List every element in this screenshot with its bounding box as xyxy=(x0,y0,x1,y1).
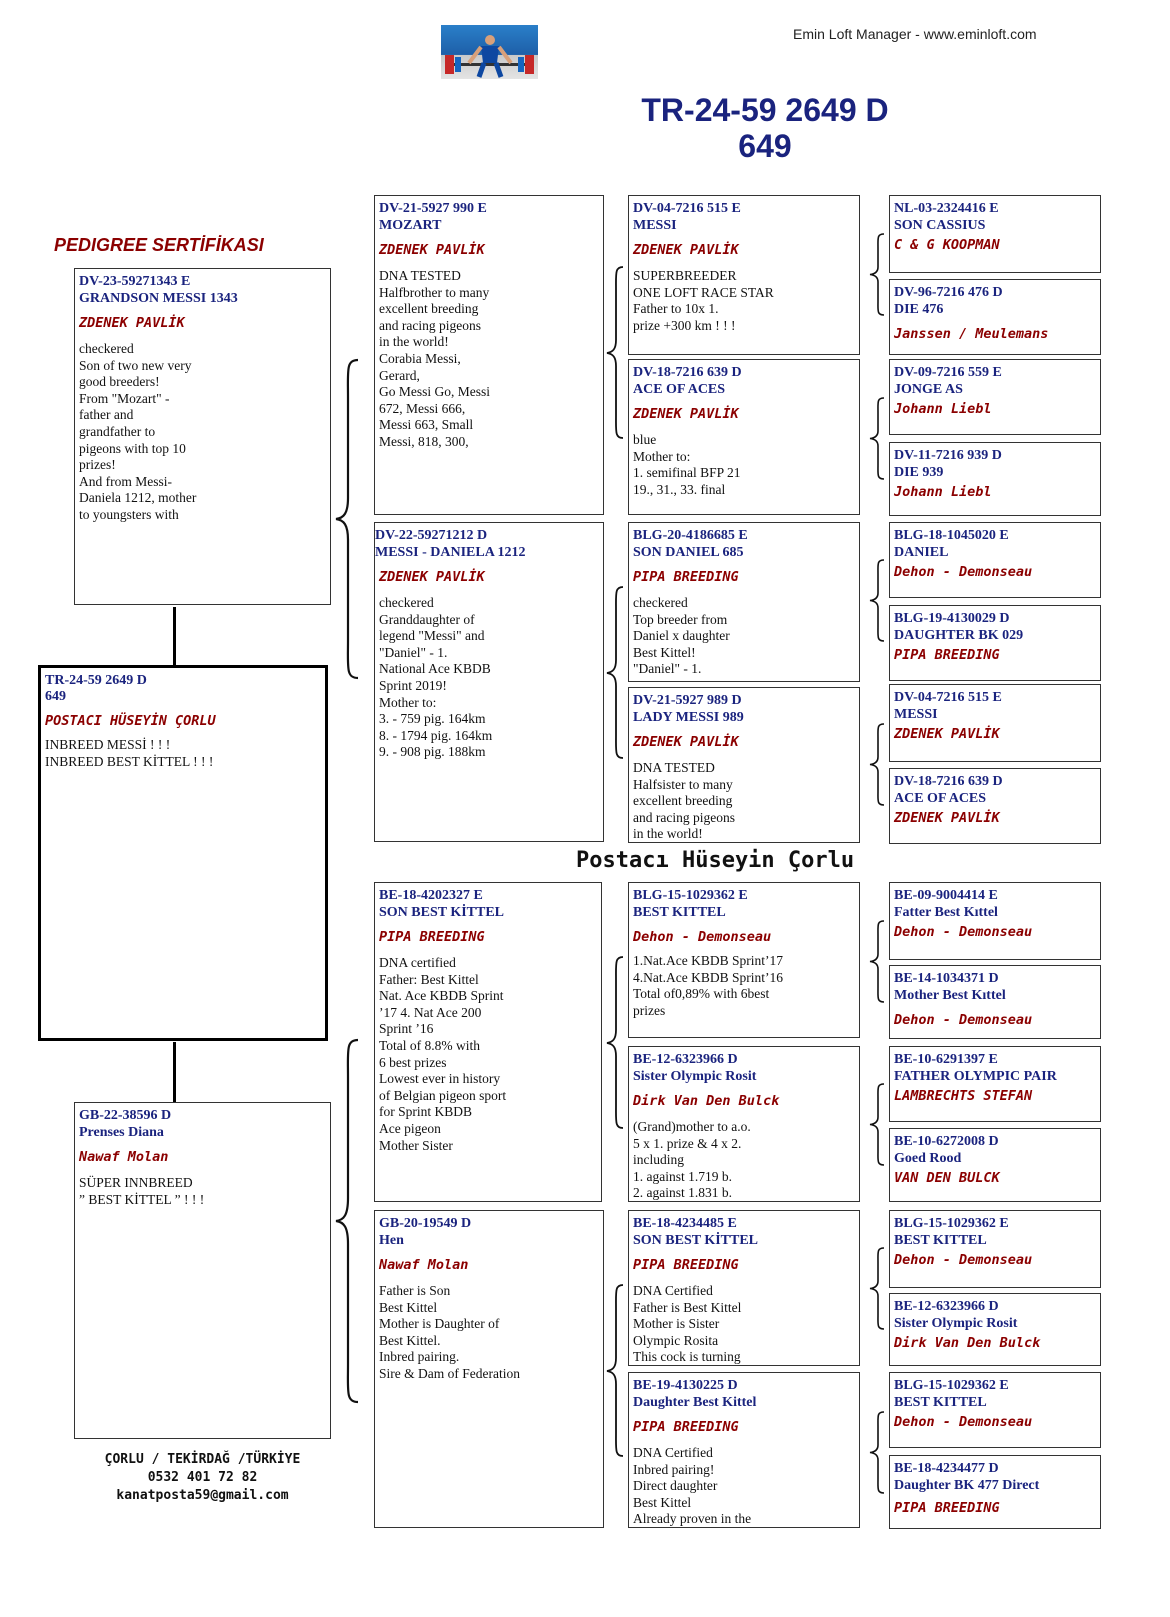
pigeon-name: JONGE AS xyxy=(894,382,963,397)
g4-card-4 xyxy=(889,442,1101,516)
pigeon-name: Mother Best Kıttel xyxy=(894,988,1006,1003)
ring-number: BE-12-6323966 D xyxy=(633,1052,738,1067)
brace-connector xyxy=(868,558,888,643)
g4-card-8 xyxy=(889,768,1101,844)
pigeon-name: MESSI - DANIELA 1212 xyxy=(375,545,526,560)
pigeon-name: DIE 939 xyxy=(894,465,944,480)
g4-card-11 xyxy=(889,1046,1101,1122)
pigeon-name: BEST KITTEL xyxy=(894,1233,987,1248)
ring-number: BLG-15-1029362 E xyxy=(894,1378,1009,1393)
pigeon-description: (Grand)mother to a.o. 5 x 1. prize & 4 x 2. including 1. against 1.719 b. 2. against 1.831 b. xyxy=(633,1119,751,1201)
pigeon-name: SON BEST KİTTEL xyxy=(379,905,505,920)
dam-card xyxy=(74,1102,331,1439)
g2-card-2 xyxy=(374,522,604,842)
pigeon-description: Father is Son Best Kittel Mother is Daughter of Best Kittel. Inbred pairing. Sire & Dam of Federation xyxy=(379,1283,520,1381)
ring-number: BE-18-4202327 E xyxy=(379,888,483,903)
ring-number: TR-24-59 2649 D xyxy=(45,673,147,688)
breeder-name: LAMBRECHTS STEFAN xyxy=(894,1088,1033,1104)
pigeon-name: Sister Olympic Rosit xyxy=(633,1069,757,1084)
breeder-name: Dehon - Demonseau xyxy=(894,1012,1033,1028)
pigeon-name: DANIEL xyxy=(894,545,949,560)
ring-number: BE-18-4234477 D xyxy=(894,1461,999,1476)
brace-connector xyxy=(868,232,888,317)
contact-city: ÇORLU / TEKİRDAĞ /TÜRKİYE xyxy=(104,1452,301,1467)
brace-connector xyxy=(605,1283,627,1458)
connector-line xyxy=(173,1042,176,1102)
pigeon-description: SUPERBREEDER ONE LOFT RACE STAR Father to 10x 1. prize +300 km ! ! ! xyxy=(633,268,774,333)
pigeon-name: BEST KITTEL xyxy=(633,905,726,920)
breeder-name: Dehon - Demonseau xyxy=(633,929,772,945)
g3-card-6 xyxy=(628,1046,860,1202)
site-credit: Emin Loft Manager - www.eminloft.com xyxy=(793,26,1037,42)
g2-card-3 xyxy=(374,882,602,1202)
connector-line xyxy=(173,607,176,665)
brace-connector xyxy=(868,1082,888,1167)
pigeon-description: checkered Granddaughter of legend "Messi" and "Daniel" - 1. National Ace KBDB Sprint 2019! Mother to: 3. - 759 pig. 164km 8. - 1794 pig. 164km 9. - 908 pig. 188km xyxy=(379,595,493,760)
breeder-name: Johann Liebl xyxy=(894,484,992,500)
g4-card-3 xyxy=(889,359,1101,435)
breeder-name: ZDENEK PAVLİK xyxy=(379,242,485,258)
g4-card-5 xyxy=(889,522,1101,598)
brace-connector xyxy=(605,265,627,440)
pigeon-name: MOZART xyxy=(379,218,442,233)
weightlifter-icon xyxy=(441,25,538,79)
ring-number: BE-18-4234485 E xyxy=(633,1216,737,1231)
ring-number: BE-10-6272008 D xyxy=(894,1134,999,1149)
pigeon-description: checkered Top breeder from Daniel x daughter Best Kittel! "Daniel" - 1. xyxy=(633,595,730,677)
breeder-name: Johann Liebl xyxy=(894,401,992,417)
breeder-name: ZDENEK PAVLİK xyxy=(633,406,739,422)
g3-card-3 xyxy=(628,522,860,682)
pigeon-description: DNA Certified Father is Best Kittel Mother is Sister Olympic Rosita This cock is turning xyxy=(633,1283,742,1365)
breeder-name: Dirk Van Den Bulck xyxy=(633,1093,780,1109)
g4-card-9 xyxy=(889,882,1101,960)
pigeon-description: DNA TESTED Halfsister to many excellent breeding and racing pigeons in the world! xyxy=(633,760,735,842)
breeder-name: PIPA BREEDING xyxy=(633,1419,739,1435)
pigeon-description: checkered Son of two new very good breeders! From "Mozart" - father and grandfather to pigeons with top 10 prizes! And from Messi- Daniela 1212, mother to youngsters with xyxy=(79,341,197,522)
breeder-name: Dirk Van Den Bulck xyxy=(894,1335,1041,1351)
contact-phone: 0532 401 72 82 xyxy=(147,1470,258,1485)
breeder-name: Nawaf Molan xyxy=(79,1149,169,1165)
page-title xyxy=(600,92,930,164)
breeder-name: ZDENEK PAVLİK xyxy=(633,734,739,750)
owner-name: Postacı Hüseyin Çorlu xyxy=(576,848,855,873)
ring-number-suffix: 649 xyxy=(45,689,66,704)
page-title-ring-2: 649 xyxy=(738,128,792,164)
contact-email: kanatposta59@gmail.com xyxy=(116,1488,289,1503)
pigeon-name: MESSI xyxy=(633,218,677,233)
pigeon-name: SON DANIEL 685 xyxy=(633,545,744,560)
breeder-name: PIPA BREEDING xyxy=(894,647,1000,663)
ring-number: DV-21-5927 990 E xyxy=(379,201,487,216)
contact-block xyxy=(74,1451,331,1505)
subject-card xyxy=(38,665,328,1041)
breeder-name: Dehon - Demonseau xyxy=(894,1252,1033,1268)
brace-connector xyxy=(868,1410,888,1495)
pigeon-name: BEST KITTEL xyxy=(894,1395,987,1410)
brace-connector xyxy=(334,1038,364,1404)
pigeon-name: DIE 476 xyxy=(894,302,944,317)
breeder-name: Janssen / Meulemans xyxy=(894,326,1049,342)
brace-connector xyxy=(605,955,627,1130)
brace-connector xyxy=(868,396,888,481)
pigeon-description: SÜPER INNBREED ” BEST KİTTEL ” ! ! ! xyxy=(79,1175,205,1207)
breeder-name: ZDENEK PAVLİK xyxy=(894,810,1000,826)
g4-card-16 xyxy=(889,1455,1101,1529)
pigeon-name: GRANDSON MESSI 1343 xyxy=(79,291,238,306)
pigeon-name: Daughter Best Kittel xyxy=(633,1395,757,1410)
ring-number: BLG-15-1029362 E xyxy=(633,888,748,903)
ring-number: BLG-18-1045020 E xyxy=(894,528,1009,543)
ring-number: DV-23-59271343 E xyxy=(79,274,191,289)
pigeon-name: SON CASSIUS xyxy=(894,218,986,233)
sire-card xyxy=(74,268,331,605)
breeder-name: PIPA BREEDING xyxy=(633,569,739,585)
pigeon-name: Goed Rood xyxy=(894,1151,962,1166)
breeder-name: VAN DEN BULCK xyxy=(894,1170,1000,1186)
g2-card-1 xyxy=(374,195,604,515)
page-title-ring: TR-24-59 2649 D xyxy=(641,92,889,128)
ring-number: BE-10-6291397 E xyxy=(894,1052,998,1067)
header-photo xyxy=(441,25,538,79)
g3-card-1 xyxy=(628,195,860,355)
ring-number: DV-96-7216 476 D xyxy=(894,285,1003,300)
pigeon-description: DNA TESTED Halfbrother to many excellent breeding and racing pigeons in the world! Corabia Messi, Gerard, Go Messi Go, Messi 672, Messi 666, Messi 663, Small Messi, 818, 300, xyxy=(379,268,491,449)
g3-card-2 xyxy=(628,359,860,515)
g4-card-15 xyxy=(889,1372,1101,1448)
ring-number: NL-03-2324416 E xyxy=(894,201,999,216)
breeder-name: Dehon - Demonseau xyxy=(894,564,1033,580)
breeder-name: ZDENEK PAVLİK xyxy=(79,315,185,331)
breeder-name: PIPA BREEDING xyxy=(379,929,485,945)
breeder-name: ZDENEK PAVLİK xyxy=(379,569,485,585)
g3-card-4 xyxy=(628,687,860,843)
pigeon-name: Daughter BK 477 Direct xyxy=(894,1478,1040,1493)
ring-number: DV-04-7216 515 E xyxy=(633,201,741,216)
g3-card-7 xyxy=(628,1210,860,1366)
g3-card-5 xyxy=(628,882,860,1038)
ring-number: BE-12-6323966 D xyxy=(894,1299,999,1314)
breeder-name: ZDENEK PAVLİK xyxy=(894,726,1000,742)
g4-card-1 xyxy=(889,195,1101,273)
g4-card-14 xyxy=(889,1293,1101,1366)
g4-card-7 xyxy=(889,684,1101,762)
breeder-name: ZDENEK PAVLİK xyxy=(633,242,739,258)
pedigree-certificate-title: PEDIGREE SERTİFİKASI xyxy=(54,235,264,255)
g3-card-8 xyxy=(628,1372,860,1528)
breeder-name: Dehon - Demonseau xyxy=(894,924,1033,940)
pigeon-name: ACE OF ACES xyxy=(894,791,987,806)
breeder-name: PIPA BREEDING xyxy=(894,1500,1000,1516)
breeder-name: POSTACI HÜSEYİN ÇORLU xyxy=(45,713,216,729)
brace-connector xyxy=(605,585,627,760)
breeder-name: Nawaf Molan xyxy=(379,1257,469,1273)
pigeon-name: ACE OF ACES xyxy=(633,382,726,397)
brace-connector xyxy=(334,358,364,680)
ring-number: DV-11-7216 939 D xyxy=(894,448,1002,463)
pigeon-name: Hen xyxy=(379,1233,404,1248)
ring-number: BLG-19-4130029 D xyxy=(894,611,1010,626)
g2-card-4 xyxy=(374,1210,604,1528)
pigeon-description: DNA Certified Inbred pairing! Direct daughter Best Kittel Already proven in the xyxy=(633,1445,752,1527)
pigeon-description: INBREED MESSİ ! ! ! INBREED BEST KİTTEL ! ! ! xyxy=(45,737,214,769)
ring-number: BE-14-1034371 D xyxy=(894,971,999,986)
ring-number: BE-19-4130225 D xyxy=(633,1378,738,1393)
breeder-name: C & G KOOPMAN xyxy=(894,237,1000,253)
ring-number: DV-04-7216 515 E xyxy=(894,690,1002,705)
pigeon-name: FATHER OLYMPIC PAIR xyxy=(894,1069,1057,1084)
g4-card-10 xyxy=(889,965,1101,1039)
brace-connector xyxy=(868,1246,888,1331)
ring-number: GB-22-38596 D xyxy=(79,1108,172,1123)
brace-connector xyxy=(868,919,888,1004)
ring-number: BE-09-9004414 E xyxy=(894,888,998,903)
pigeon-name: MESSI xyxy=(894,707,938,722)
breeder-name: Dehon - Demonseau xyxy=(894,1414,1033,1430)
ring-number: GB-20-19549 D xyxy=(379,1216,472,1231)
ring-number: BLG-15-1029362 E xyxy=(894,1216,1009,1231)
pigeon-name: Fatter Best Kıttel xyxy=(894,905,998,920)
pigeon-name: DAUGHTER BK 029 xyxy=(894,628,1024,643)
ring-number: DV-22-59271212 D xyxy=(375,528,488,543)
ring-number: BLG-20-4186685 E xyxy=(633,528,748,543)
ring-number: DV-21-5927 989 D xyxy=(633,693,742,708)
pigeon-name: Prenses Diana xyxy=(79,1125,164,1140)
g4-card-12 xyxy=(889,1128,1101,1202)
g4-card-6 xyxy=(889,605,1101,681)
pigeon-name: Sister Olympic Rosit xyxy=(894,1316,1018,1331)
g4-card-13 xyxy=(889,1210,1101,1288)
breeder-name: PIPA BREEDING xyxy=(633,1257,739,1273)
brace-connector xyxy=(868,722,888,807)
ring-number: DV-09-7216 559 E xyxy=(894,365,1002,380)
g4-card-2 xyxy=(889,279,1101,355)
pigeon-name: SON BEST KİTTEL xyxy=(633,1233,759,1248)
pigeon-description: blue Mother to: 1. semifinal BFP 21 19., 31., 33. final xyxy=(633,432,741,497)
ring-number: DV-18-7216 639 D xyxy=(633,365,742,380)
pigeon-name: LADY MESSI 989 xyxy=(633,710,744,725)
pigeon-description: 1.Nat.Ace KBDB Sprint’17 4.Nat.Ace KBDB Sprint’16 Total of0,89% with 6best prizes xyxy=(633,953,783,1018)
ring-number: DV-18-7216 639 D xyxy=(894,774,1003,789)
pigeon-description: DNA certified Father: Best Kittel Nat. Ace KBDB Sprint ’17 4. Nat Ace 200 Sprint ’16 Total of 8.8% with 6 best prizes Lowest ever in history of Belgian pigeon sport for Sprint KBDB Ace pigeon Mother Sister xyxy=(379,955,507,1153)
